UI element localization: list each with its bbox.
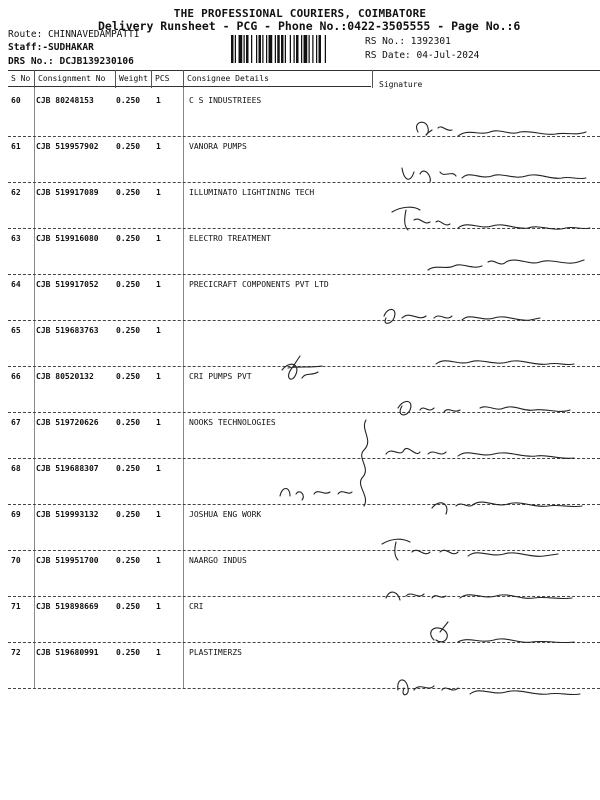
row-weight: 0.250: [116, 602, 141, 611]
row-consignee: JOSHUA ENG WORK: [189, 510, 262, 519]
row-weight: 0.250: [116, 280, 141, 289]
row-consignee: CRI PUMPS PVT: [189, 372, 252, 381]
row-consignee: PLASTIMERZS: [189, 648, 242, 657]
row-consignee: NOOKS TECHNOLOGIES: [189, 418, 276, 427]
col-divider: [34, 70, 35, 88]
row-divider: [8, 136, 600, 137]
row-sno: 65: [11, 326, 21, 335]
row-consignment-no: CJB 519951700: [36, 556, 99, 565]
row-sno: 61: [11, 142, 21, 151]
row-weight: 0.250: [116, 142, 141, 151]
row-pcs: 1: [156, 372, 161, 381]
row-sno: 63: [11, 234, 21, 243]
row-consignee: ELECTRO TREATMENT: [189, 234, 271, 243]
row-pcs: 1: [156, 96, 161, 105]
row-weight: 0.250: [116, 234, 141, 243]
row-consignment-no: CJB 519680991: [36, 648, 99, 657]
barcode-image: [231, 35, 356, 63]
rs-number: RS No.: 1392301: [365, 36, 451, 47]
row-pcs: 1: [156, 648, 161, 657]
row-consignee: CRI: [189, 602, 204, 611]
row-divider: [8, 550, 600, 551]
col-divider: [151, 70, 152, 88]
row-pcs: 1: [156, 326, 161, 335]
row-pcs: 1: [156, 418, 161, 427]
row-consignment-no: CJB 519720626: [36, 418, 99, 427]
row-consignee: C S INDUSTRIEES: [189, 96, 262, 105]
row-sno: 70: [11, 556, 21, 565]
row-sno: 69: [11, 510, 21, 519]
row-pcs: 1: [156, 602, 161, 611]
row-divider: [8, 182, 600, 183]
row-consignment-no: CJB 80248153: [36, 96, 94, 105]
row-weight: 0.250: [116, 464, 141, 473]
row-consignee: PRECICRAFT COMPONENTS PVT LTD: [189, 280, 329, 289]
row-consignment-no: CJB 519688307: [36, 464, 99, 473]
col-sno-header: S No: [11, 74, 31, 83]
row-weight: 0.250: [116, 418, 141, 427]
header-top-rule: [8, 70, 600, 71]
row-consignment-no: CJB 519917052: [36, 280, 99, 289]
row-weight: 0.250: [116, 188, 141, 197]
row-divider: [8, 412, 600, 413]
row-divider: [8, 504, 600, 505]
row-sno: 62: [11, 188, 21, 197]
row-divider: [8, 596, 600, 597]
row-consignment-no: CJB 519683763: [36, 326, 99, 335]
row-divider: [8, 366, 600, 367]
row-pcs: 1: [156, 234, 161, 243]
row-sno: 67: [11, 418, 21, 427]
row-pcs: 1: [156, 510, 161, 519]
row-sno: 66: [11, 372, 21, 381]
route-label: Route: CHINNAVEDAMPATTI: [8, 29, 140, 40]
row-weight: 0.250: [116, 510, 141, 519]
row-sno: 71: [11, 602, 21, 611]
row-pcs: 1: [156, 142, 161, 151]
col-consignee-header: Consignee Details: [187, 74, 269, 83]
col-pcs-header: PCS: [155, 74, 170, 83]
row-consignee: VANORA PUMPS: [189, 142, 247, 151]
row-weight: 0.250: [116, 556, 141, 565]
row-divider: [8, 228, 600, 229]
row-sno: 60: [11, 96, 21, 105]
row-weight: 0.250: [116, 326, 141, 335]
row-divider: [8, 320, 600, 321]
row-pcs: 1: [156, 280, 161, 289]
company-title: THE PROFESSIONAL COURIERS, COIMBATORE: [173, 7, 427, 20]
col-divider: [183, 70, 184, 88]
col-divider: [372, 70, 373, 88]
row-consignment-no: CJB 519917089: [36, 188, 99, 197]
runsheet-subtitle: Delivery Runsheet - PCG - Phone No.:0422-3505555 - Page No.:6: [98, 19, 521, 33]
col-signature-header: Signature: [379, 80, 423, 89]
row-pcs: 1: [156, 464, 161, 473]
row-weight: 0.250: [116, 372, 141, 381]
col-divider: [115, 70, 116, 88]
row-weight: 0.250: [116, 648, 141, 657]
row-sno: 64: [11, 280, 21, 289]
header-bottom-rule: [8, 86, 371, 87]
row-consignee: NAARGO INDUS: [189, 556, 247, 565]
row-pcs: 1: [156, 556, 161, 565]
row-consignee: ILLUMINATO LIGHTINING TECH: [189, 188, 315, 197]
row-divider: [8, 458, 600, 459]
row-divider: [8, 274, 600, 275]
row-consignment-no: CJB 519898669: [36, 602, 99, 611]
row-consignment-no: CJB 519957902: [36, 142, 99, 151]
staff-label: Staff:-SUDHAKAR: [8, 42, 94, 53]
rs-date: RS Date: 04-Jul-2024: [365, 50, 480, 61]
row-divider: [8, 688, 600, 689]
row-divider: [8, 642, 600, 643]
row-consignment-no: CJB 519916080: [36, 234, 99, 243]
row-sno: 72: [11, 648, 21, 657]
row-weight: 0.250: [116, 96, 141, 105]
row-pcs: 1: [156, 188, 161, 197]
col-consignment-header: Consignment No: [38, 74, 106, 83]
row-consignment-no: CJB 519993132: [36, 510, 99, 519]
row-sno: 68: [11, 464, 21, 473]
row-consignment-no: CJB 80520132: [36, 372, 94, 381]
col-weight-header: Weight: [119, 74, 148, 83]
drs-number: DRS No.: DCJB139230106: [8, 56, 134, 67]
